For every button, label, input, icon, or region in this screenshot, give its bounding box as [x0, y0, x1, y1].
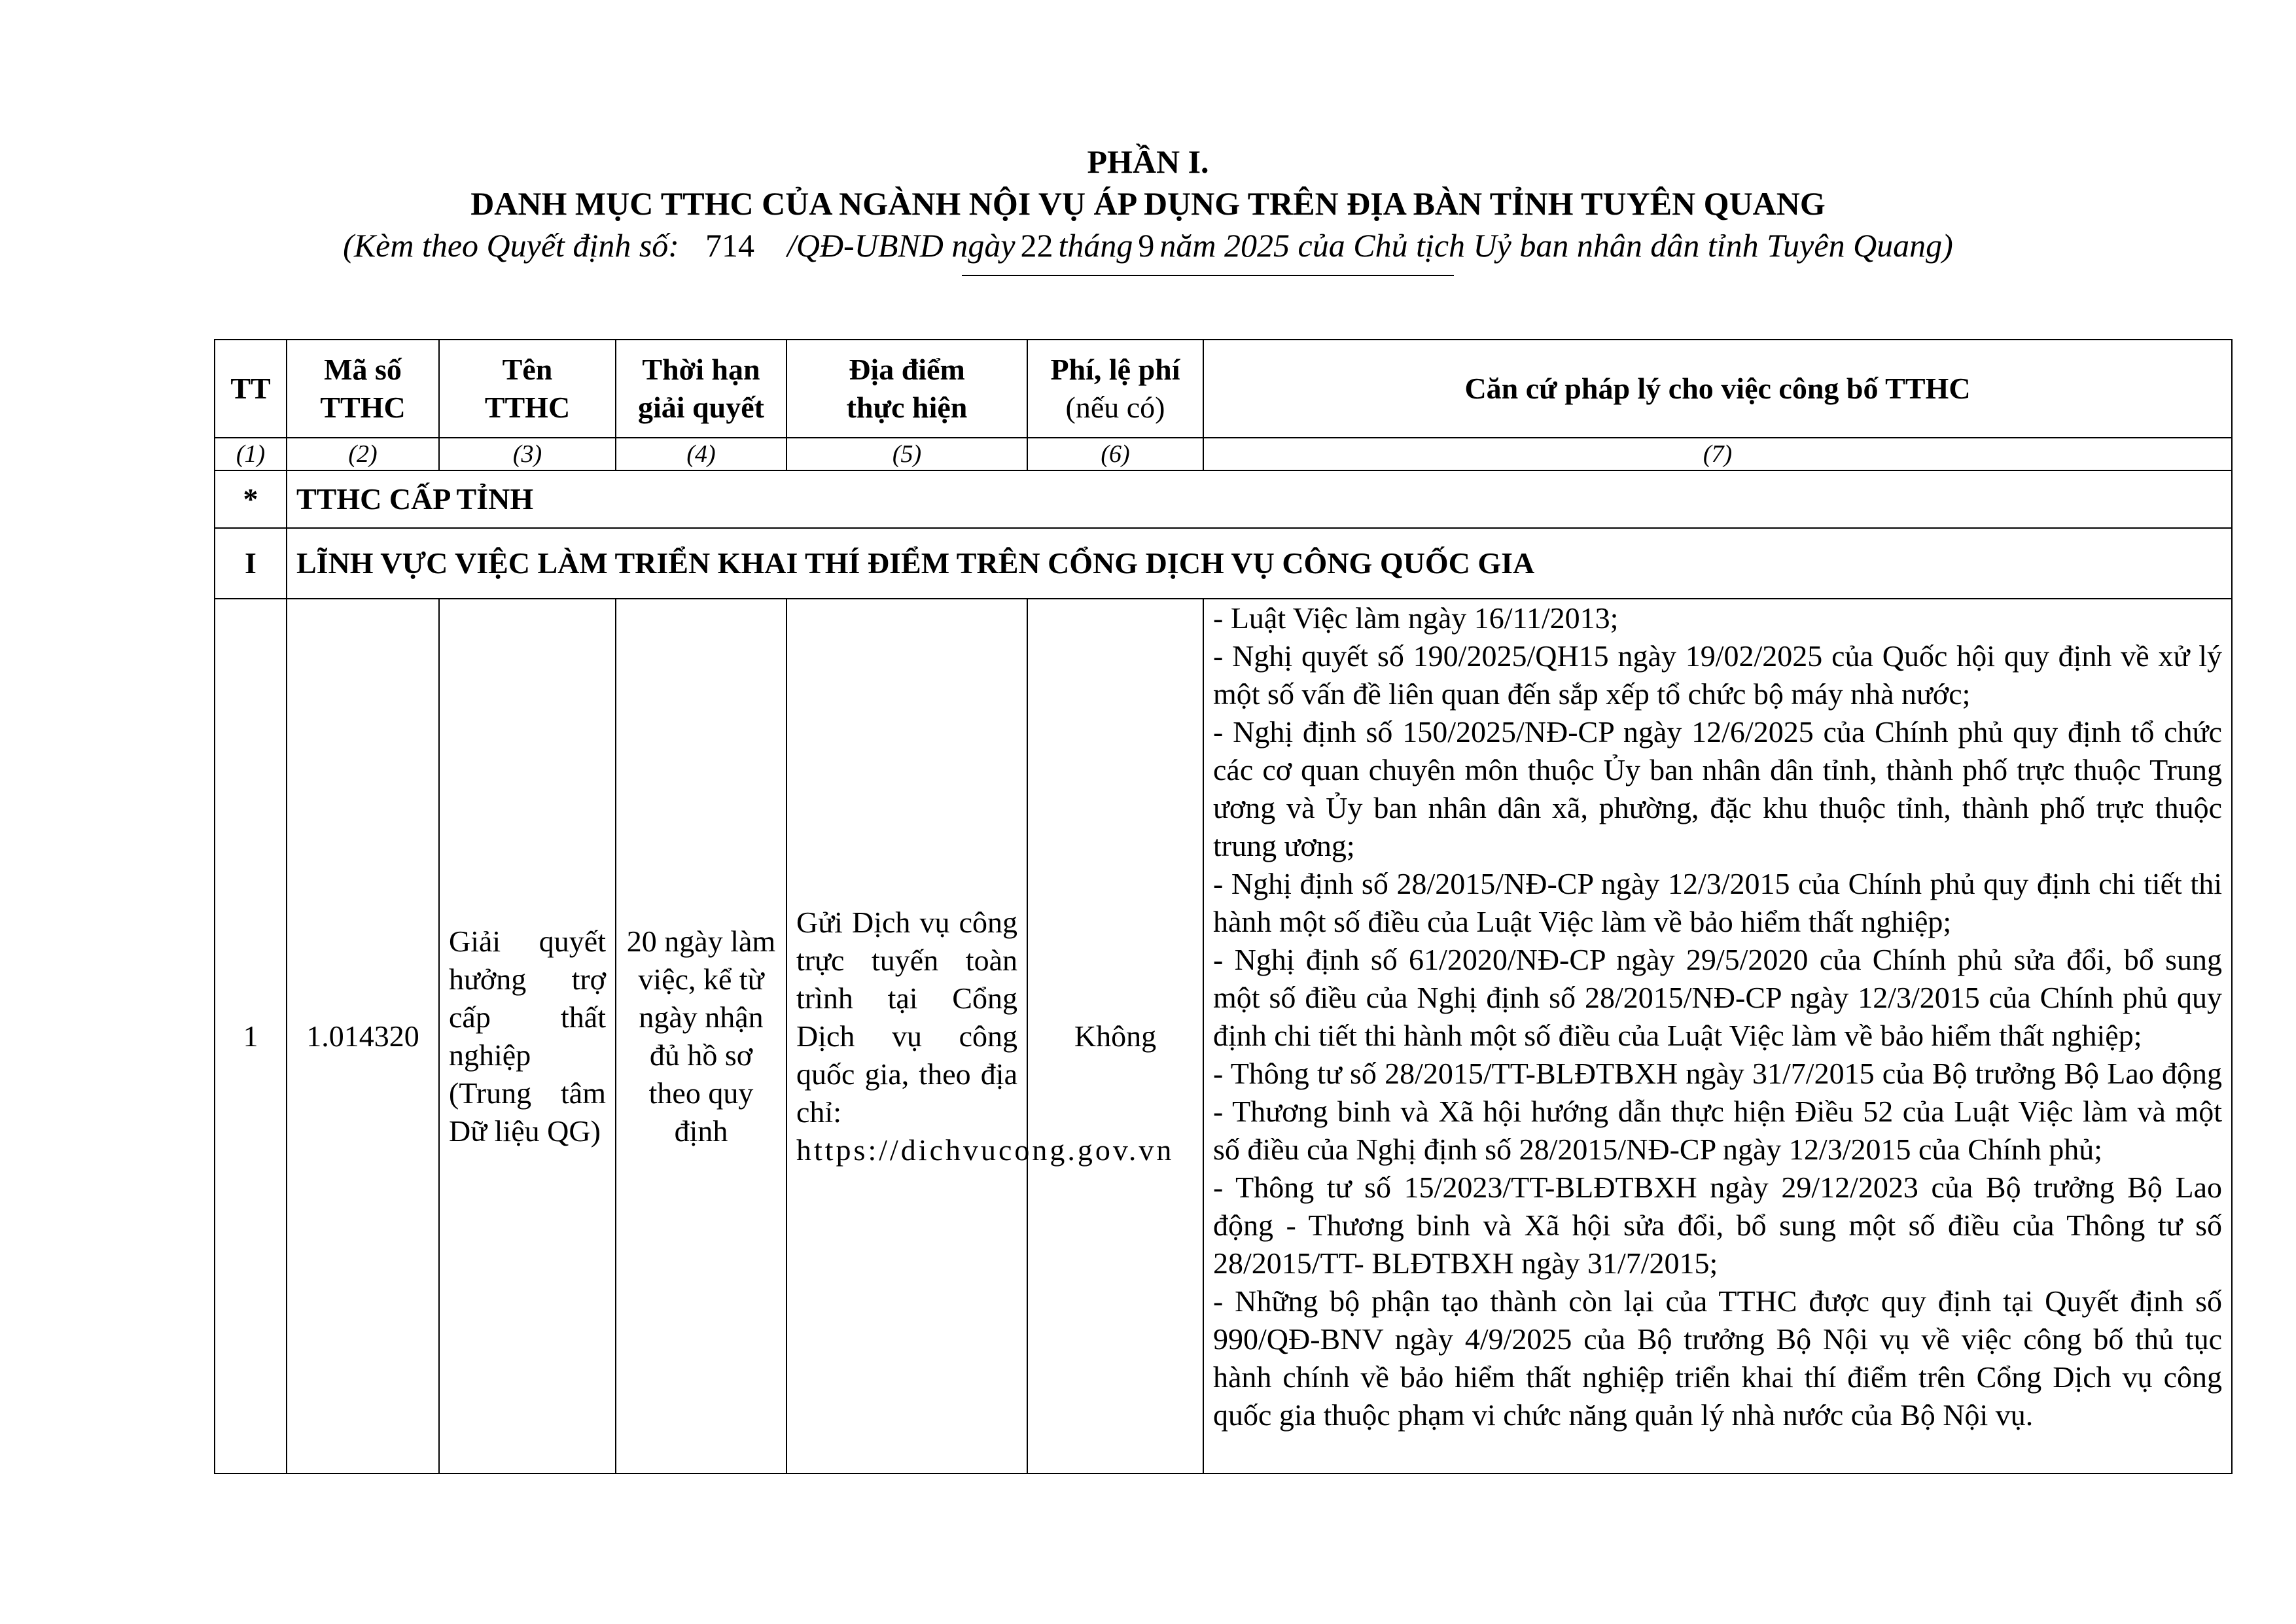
cell-fee: Không: [1027, 599, 1203, 1474]
column-index: (2): [287, 438, 439, 470]
col-header-legal-basis: Căn cứ pháp lý cho việc công bố TTHC: [1203, 340, 2232, 438]
section-label: LĨNH VỰC VIỆC LÀM TRIỂN KHAI THÍ ĐIỂM TRÊN CỔNG DỊCH VỤ CÔNG QUỐC GIA: [287, 528, 2232, 599]
decision-middle: /QĐ-UBND ngày: [786, 227, 1016, 264]
col-header-fee: Phí, lệ phí (nếu có): [1027, 340, 1203, 438]
document-title: DANH MỤC TTHC CỦA NGÀNH NỘI VỤ ÁP DỤNG TRÊN ĐỊA BÀN TỈNH TUYÊN QUANG: [470, 185, 1826, 222]
cell-code: 1.014320: [287, 599, 439, 1474]
decision-prefix: (Kèm theo Quyết định số:: [343, 227, 679, 264]
section-marker: I: [215, 528, 287, 599]
document-header: [0, 141, 2296, 266]
decision-month-label: tháng: [1058, 227, 1133, 264]
group-label: TTHC CẤP TỈNH: [287, 470, 2232, 528]
legal-basis-item: - Nghị định số 150/2025/NĐ-CP ngày 12/6/2025 của Chính phủ quy định tổ chức các cơ quan chuyên môn thuộc Ủy ban nhân dân tỉnh, thành phố trực thuộc Trung ương và Ủy ban nhân dân xã, phường, đặc khu thuộc tỉnh, thành phố trực thuộc trung ương;: [1213, 715, 2222, 862]
procedure-table: [214, 339, 2233, 1474]
cell-deadline: 20 ngày làm việc, kể từ ngày nhận đủ hồ sơ theo quy định: [616, 599, 786, 1474]
legal-basis-item: - Những bộ phận tạo thành còn lại của TTHC được quy định tại Quyết định số 990/QĐ-BNV ngày 4/9/2025 của Bộ trưởng Bộ Nội vụ về việc công bố thủ tục hành chính về bảo hiểm thất nghiệp triển khai thí điểm trên Cổng Dịch vụ công quốc gia thuộc phạm vi chức năng quản lý nhà nước của Bộ Nội vụ.: [1213, 1284, 2222, 1432]
header-divider: [962, 275, 1454, 276]
column-index: (1): [215, 438, 287, 470]
column-index: (3): [439, 438, 616, 470]
column-index-row: [215, 438, 2232, 470]
decision-reference: [0, 224, 2296, 266]
table-row: [215, 599, 2232, 1474]
group-marker: *: [215, 470, 287, 528]
column-index: (7): [1203, 438, 2232, 470]
table-header-row: [215, 340, 2232, 438]
column-index: (5): [786, 438, 1027, 470]
col-header-deadline: Thời hạn giải quyết: [616, 340, 786, 438]
col-header-location: Địa điểm thực hiện: [786, 340, 1027, 438]
legal-basis-item: - Thông tư số 28/2015/TT-BLĐTBXH ngày 31/7/2015 của Bộ trưởng Bộ Lao động - Thương binh và Xã hội hướng dẫn thực hiện Điều 52 của Luật Việc làm và một số điều của Nghị định số 28/2015/NĐ-CP ngày 12/3/2015 của Chính phủ;: [1213, 1057, 2222, 1166]
decision-day: 22: [1020, 227, 1053, 264]
legal-basis-item: - Thông tư số 15/2023/TT-BLĐTBXH ngày 29/12/2023 của Bộ trưởng Bộ Lao động - Thương binh và Xã hội sửa đổi, bổ sung một số điều của Thông tư số 28/2015/TT- BLĐTBXH ngày 31/7/2015;: [1213, 1171, 2222, 1280]
col-header-tt: TT: [215, 340, 287, 438]
location-url: https://dichvucong.gov.vn: [796, 1133, 1174, 1167]
cell-name: Giải quyết hưởng trợ cấp thất nghiệp (Trung tâm Dữ liệu QG): [439, 599, 616, 1474]
column-index: (4): [616, 438, 786, 470]
legal-basis-item: - Luật Việc làm ngày 16/11/2013;: [1213, 601, 1619, 635]
cell-tt: 1: [215, 599, 287, 1474]
group-row: [215, 470, 2232, 528]
decision-suffix: năm 2025 của Chủ tịch Uỷ ban nhân dân tỉnh Tuyên Quang): [1159, 227, 1953, 264]
column-index: (6): [1027, 438, 1203, 470]
col-header-code: Mã số TTHC: [287, 340, 439, 438]
part-title: PHẦN I.: [1087, 143, 1209, 180]
cell-legal-basis: [1203, 599, 2232, 1474]
location-text: Gửi Dịch vụ công trực tuyến toàn trình tại Cổng Dịch vụ công quốc gia, theo địa chỉ:: [796, 905, 1017, 1129]
section-row: [215, 528, 2232, 599]
decision-number: 714: [705, 227, 754, 264]
decision-month: 9: [1138, 227, 1155, 264]
legal-basis-item: - Nghị định số 28/2015/NĐ-CP ngày 12/3/2015 của Chính phủ quy định chi tiết thi hành một số điều của Luật Việc làm về bảo hiểm thất nghiệp;: [1213, 867, 2222, 938]
legal-basis-item: - Nghị quyết số 190/2025/QH15 ngày 19/02/2025 của Quốc hội quy định về xử lý một số vấn đề liên quan đến sắp xếp tổ chức bộ máy nhà nước;: [1213, 639, 2222, 711]
legal-basis-item: - Nghị định số 61/2020/NĐ-CP ngày 29/5/2020 của Chính phủ sửa đổi, bổ sung một số điều của Nghị định số 28/2015/NĐ-CP ngày 12/3/2015 của Chính phủ quy định chi tiết thi hành một số điều của Luật Việc làm về bảo hiểm thất nghiệp;: [1213, 943, 2222, 1052]
col-header-name: Tên TTHC: [439, 340, 616, 438]
